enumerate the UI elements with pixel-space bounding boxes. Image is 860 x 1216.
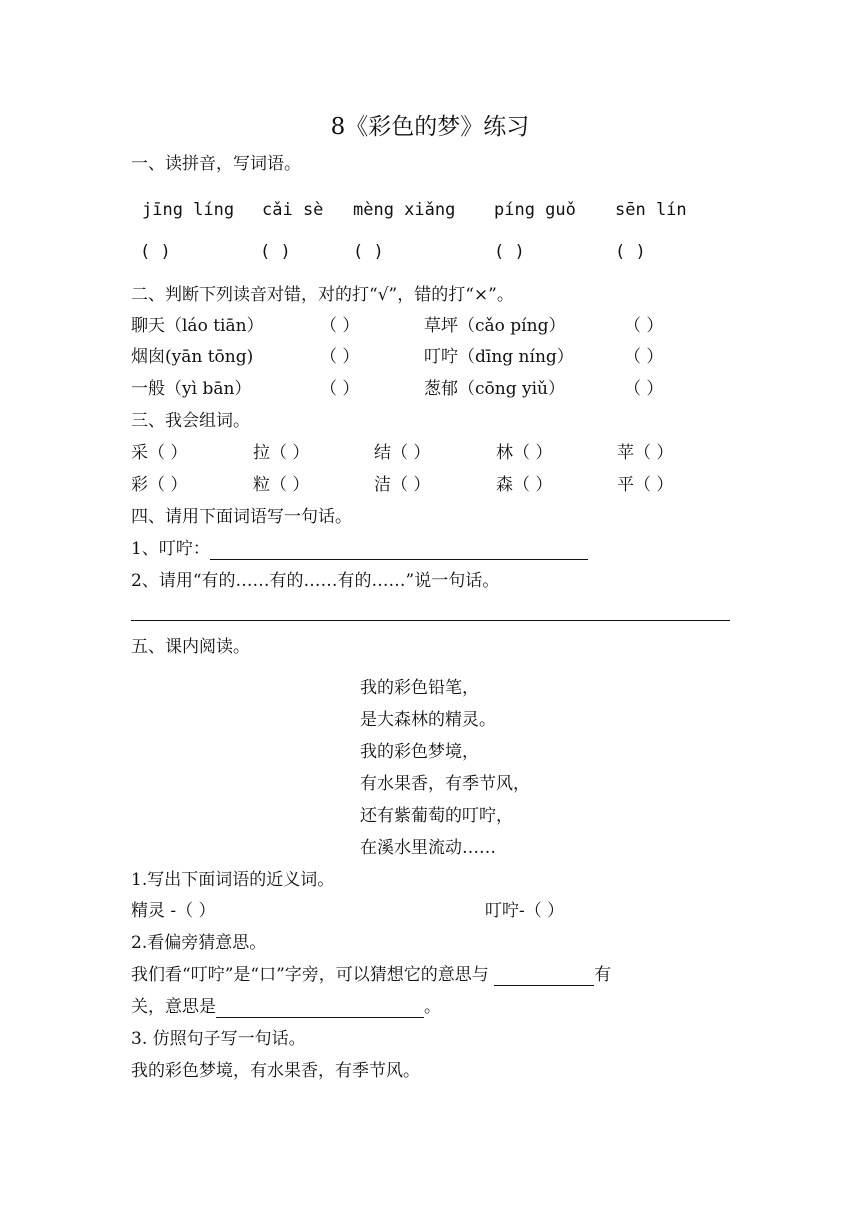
answer-line[interactable] <box>210 543 588 560</box>
word-group-blank[interactable]: 森（ ） <box>496 475 553 495</box>
pinyin-item: mèng xiǎng <box>353 200 456 220</box>
pinyin-item: píng guǒ <box>494 200 576 220</box>
word-group-blank[interactable]: 林（ ） <box>496 443 553 463</box>
poem-line: 还有紫葡萄的叮咛， <box>360 806 513 826</box>
word-group-blank[interactable]: 彩（ ） <box>131 475 188 495</box>
pinyin-item: jīng líng <box>142 200 235 220</box>
reading-item: 叮咛（dīng níng） <box>424 347 574 367</box>
reading-item: 聊天（láo tiān） <box>131 316 264 336</box>
answer-blank[interactable]: ( ) <box>494 242 525 262</box>
section-4-heading: 四、请用下面词语写一句话。 <box>131 507 352 527</box>
judge-blank[interactable]: （ ） <box>624 379 664 399</box>
sentence-question-1 <box>131 538 588 560</box>
answer-blank[interactable]: ( ) <box>140 242 171 262</box>
poem-line: 我的彩色铅笔， <box>360 678 479 698</box>
synonym-blank[interactable]: 叮咛-（ ） <box>485 901 565 921</box>
sentence-question-2: 2、请用“有的……有的……有的……”说一句话。 <box>131 571 500 591</box>
judge-blank[interactable]: （ ） <box>624 347 664 367</box>
word-group-blank[interactable]: 苹（ ） <box>617 443 674 463</box>
radical-question-line: 关，意思是 。 <box>131 997 441 1017</box>
reading-item: 一般（yì bān） <box>131 379 252 399</box>
answer-blank[interactable]: ( ) <box>353 242 384 262</box>
page-title: 8《彩色的梦》练习 <box>330 114 530 140</box>
answer-line[interactable] <box>131 620 730 621</box>
judge-blank[interactable]: （ ） <box>624 316 664 336</box>
poem-line: 有水果香，有季节风， <box>360 774 530 794</box>
answer-blank[interactable]: ( ) <box>260 242 291 262</box>
judge-blank[interactable]: （ ） <box>320 379 360 399</box>
word-group-blank[interactable]: 拉（ ） <box>253 443 310 463</box>
poem-line: 是大森林的精灵。 <box>360 710 496 730</box>
word-group-blank[interactable]: 粒（ ） <box>253 475 310 495</box>
word-group-blank[interactable]: 采（ ） <box>131 443 188 463</box>
question-label: 1、叮咛： <box>131 539 210 559</box>
judge-blank[interactable]: （ ） <box>320 316 360 336</box>
word-group-blank[interactable]: 结（ ） <box>374 443 431 463</box>
judge-blank[interactable]: （ ） <box>320 347 360 367</box>
word-group-blank[interactable]: 洁（ ） <box>374 475 431 495</box>
pinyin-item: cǎi sè <box>262 200 324 220</box>
answer-blank[interactable]: ( ) <box>615 242 646 262</box>
section-1-heading: 一、读拼音，写词语。 <box>131 154 301 174</box>
reading-item: 烟囱(yān tōng) <box>131 347 254 367</box>
reading-question-2: 2.看偏旁猜意思。 <box>131 933 267 953</box>
reading-item: 草坪（cǎo píng） <box>424 316 566 336</box>
section-2-heading: 二、判断下列读音对错，对的打“√”，错的打“×”。 <box>131 285 514 305</box>
radical-question-line: 我们看“叮咛”是“口”字旁，可以猜想它的意思与 有 <box>131 965 612 985</box>
section-3-heading: 三、我会组词。 <box>131 411 250 431</box>
section-5-heading: 五、课内阅读。 <box>131 637 250 657</box>
answer-line[interactable] <box>216 1001 424 1018</box>
pinyin-item: sēn lín <box>615 200 687 220</box>
reading-item: 葱郁（cōng yiǔ） <box>424 379 565 399</box>
poem-line: 我的彩色梦境， <box>360 742 479 762</box>
example-sentence: 我的彩色梦境，有水果香，有季节风。 <box>131 1061 420 1081</box>
answer-line[interactable] <box>494 969 594 986</box>
poem-line: 在溪水里流动…… <box>360 838 496 858</box>
reading-question-1: 1.写出下面词语的近义词。 <box>131 870 335 890</box>
synonym-blank[interactable]: 精灵 -（ ） <box>131 901 216 921</box>
reading-question-3: 3. 仿照句子写一句话。 <box>131 1029 306 1049</box>
word-group-blank[interactable]: 平（ ） <box>617 475 674 495</box>
